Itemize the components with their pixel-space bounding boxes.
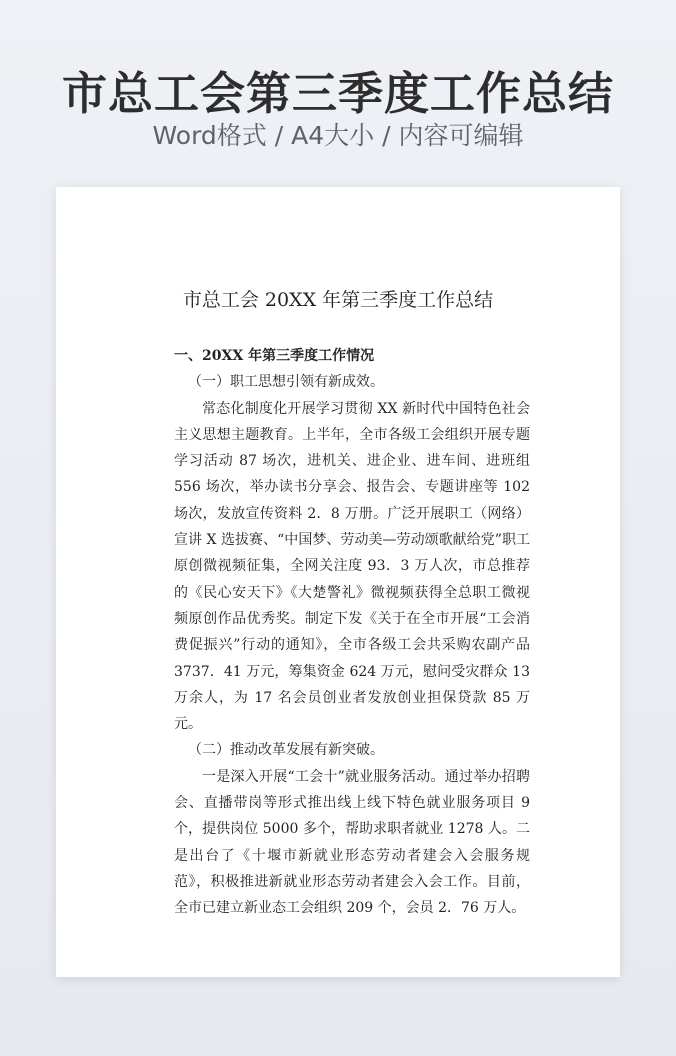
paragraph-1: 常态化制度化开展学习贯彻 XX 新时代中国特色社会主义思想主题教育。上半年，全市各级工会组织开展专题学习活动 87 场次，进机关、进企业、进车间、进班组 556 场次，举办读书分享会、报告会、专题讲座等 102 场次，发放宣传资料 2．8 万册。广泛开展职工（网络）宣讲 X 选拔赛、“中国梦、劳动美—劳动颂歌献给党”职工原创微视频征集，全网关注度 93．3 万人次，市总推荐的《民心安天下》《大楚警礼》微视频获得全总职工微视频原创作品优秀奖。制定下发《关于在全市开展“工会消费促振兴”行动的通知》，全市各级工会共采购农副产品 3737．41 万元，筹集资金 624 万元，慰问受灾群众 13 万余人，为 17 名会员创业者发放创业担保贷款 85 万元。 (174, 400, 530, 733)
document-body (174, 343, 530, 922)
banner-subtitle: Word格式 / A4大小 / 内容可编辑 (152, 121, 524, 150)
section-heading: 一、20XX 年第三季度工作情况 (174, 348, 375, 364)
subsection-heading-1: （一）职工思想引领有新成效。 (188, 374, 384, 391)
paragraph-2: 一是深入开展“工会十”就业服务活动。通过举办招聘会、直播带岗等形式推出线上线下特色就业服务项目 9 个，提供岗位 5000 多个，帮助求职者就业 1278 人。二是出台了《十堰市新就业形态劳动者建会入会服务规范》，积极推进新就业形态劳动者建会入会工作。目前，全市已建立新业态工会组织 209 个，会员 2．76 万人。 (174, 768, 530, 917)
banner-title: 市总工会第三季度工作总结 (61, 67, 614, 120)
subsection-heading-2: （二）推动改革发展有新突破。 (188, 742, 384, 759)
document-title: 市总工会 20XX 年第三季度工作总结 (182, 289, 494, 311)
document-page (56, 187, 620, 977)
